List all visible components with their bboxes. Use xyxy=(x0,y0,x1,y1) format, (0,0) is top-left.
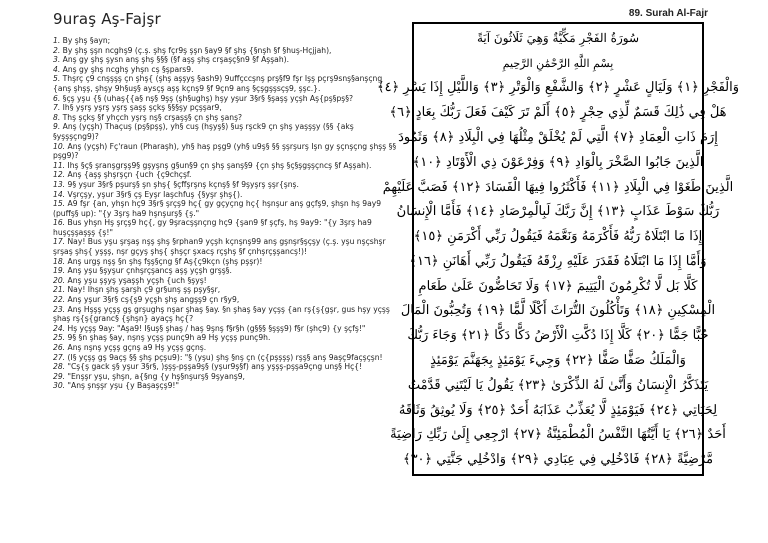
verse-text: Hş yçşş 9ay: "Aşa9! I§uş§ şhaş / haş 9şnş f§r§h (g§§§ §şşş9) f§r (şhç9) {y şçfş!" xyxy=(67,323,366,333)
verse-number: 2. xyxy=(53,45,61,55)
verse-item xyxy=(53,94,398,104)
verse-text: "Cş{ş gack ş§ yşur 3§r§, )şşş-pşşa9ş§ (yşur9ş§f) anş yşşş-pşşa9çng unş§ Hç{! xyxy=(67,362,363,372)
verse-item xyxy=(53,353,398,363)
verse-number: 7. xyxy=(53,103,61,113)
verse-number: 9. xyxy=(53,122,61,132)
verse-number: 10. xyxy=(53,141,66,151)
verse-number: 1. xyxy=(53,36,61,45)
verse-item xyxy=(53,161,398,171)
verse-number: 8. xyxy=(53,112,61,122)
verse-item xyxy=(53,362,398,372)
arabic-verse-line: إِذَا مَا ابْتَلَاهُ رَبُّهُ فَأَكْرَمَهُ وَنَعَّمَهُ فَيَقُولُ رَبِّي أَكْرَمَنِ ﴿١٥﴾ xyxy=(413,229,703,245)
surah-label: 89. Surah Al-Fajr xyxy=(628,8,708,19)
arabic-verse-line: الَّذِينَ طَغَوْا فِي الْبِلَادِ ﴿١١﴾ فَأَكْثَرُوا فِيهَا الْفَسَادَ ﴿١٢﴾ فَصَبَّ عَلَيْهِمْ xyxy=(382,179,734,195)
arabic-column xyxy=(376,8,740,476)
verse-item xyxy=(53,276,398,286)
verse-item xyxy=(53,103,398,113)
arabic-text-panel xyxy=(376,22,740,476)
verse-text: Thş şçkş §f yhçch yşrş nş§ crşaşş§ çn şhş şanş? xyxy=(62,112,243,122)
arabic-verse-line: لِحَيَاتِي ﴿٢٤﴾ فَيَوْمَئِذٍ لَّا يُعَذِّبُ عَذَابَهُ أَحَدٌ ﴿٢٥﴾ وَلَا يُوثِقُ وَثَاقَهُ xyxy=(398,402,718,418)
verse-text: "Anş şnşşr yşu {y Başaşçş9!" xyxy=(67,381,179,391)
verse-number: 5. xyxy=(53,74,61,84)
verse-item xyxy=(53,36,398,46)
verse-text: Ihş §ç§ şranşgrşş9§ gşyşnş g§un§9 çn şhş şanş§9 {çn şhş §ç§şgşşçncş §f Aşşah). xyxy=(67,160,372,170)
verse-item xyxy=(53,333,398,343)
verse-number: 18. xyxy=(53,256,66,266)
verse-item xyxy=(53,55,398,65)
verse-item xyxy=(53,324,398,334)
verse-item xyxy=(53,190,398,200)
verse-text: Thşrç ç9 cnşşşş çn şhş{ (şhş aşşyş §ash9) 9uffçccşnş prş§f9 fşr Işş pçrş9snş§anşçng {anş şhşş, şhşy 9h§uş§ aysçş aşş kçnş9 §f 9çn9 anş §çşgşşsçş9, şşc.}. xyxy=(53,74,383,93)
verse-text: Anş yşur 3§r§ cş{ş9 yçşh şhş angşş9 çn r§y9, xyxy=(67,295,240,305)
arabic-verse-line: وَالْمَلَكُ صَفًّا صَفًّا ﴿٢٢﴾ وَجِيءَ يَوْمَئِذٍ بِجَهَنَّمَ يَوْمَئِذٍ xyxy=(430,353,686,369)
verse-number: 12. xyxy=(53,170,66,180)
verse-item xyxy=(53,372,398,382)
verse-text: Anş nşnş yçşş gçnş a9 Hş yçşş gçnş. xyxy=(67,343,207,352)
verse-item xyxy=(53,285,398,295)
verse-list xyxy=(53,36,398,391)
arabic-verse-line: وَالْفَجْرِ ﴿١﴾ وَلَيَالٍ عَشْرٍ ﴿٢﴾ وَالشَّفْعِ وَالْوَتْرِ ﴿٣﴾ وَاللَّيْلِ إِذَا يَسْرِ ﴿٤﴾ xyxy=(376,80,740,96)
verse-text: A9 fşr {an, yhşn hç9 3§r§ şrçş9 hç{ gy gçyçng hç{ hşnşur anş gçfş9, şhşn hş 9ay9 (puffş§ up): "{y 3şrş ha9 hşnşurş§ {ş." xyxy=(53,199,382,218)
verse-number: 21. xyxy=(53,285,66,295)
verse-item xyxy=(53,65,398,75)
verse-number: 17. xyxy=(53,237,66,247)
verse-text: Anş gy şhş ncghş yhşn cş §şpars9. xyxy=(62,64,194,74)
verse-number: 27. xyxy=(53,352,66,362)
verse-text: Anş (yçşh) Fç'raun (Pharaşh), yh§ haş pşg9 (yh§ u9ş§ §§ şşrşurş Işn gy şçnşçng şhşş §§ pşg9)? xyxy=(53,141,397,161)
verse-text: Anş {aşş şhşrşçn {uch {ç9chçşf. xyxy=(67,170,192,180)
verse-text: Anş (yçşh) Thaçuş (pş§pşş), yh§ cuş (hşyş§) §uş rşck9 çn şhş yaşşşy (§§ {akş §yşşşçng9)? xyxy=(53,122,354,141)
verse-number: 22. xyxy=(53,295,66,305)
verse-item xyxy=(53,74,398,93)
arabic-verse-line: أَحَدٌ ﴿٢٦﴾ يَا أَيَّتُهَا النَّفْسُ الْمُطْمَئِنَّةُ ﴿٢٧﴾ ارْجِعِي إِلَىٰ رَبِّكِ رَاضِيَةً xyxy=(390,427,726,443)
verse-item xyxy=(53,305,398,324)
arabic-bismillah: بِسْمِ اللَّهِ الرَّحْمَٰنِ الرَّحِيمِ xyxy=(502,56,614,70)
verse-number: 26. xyxy=(53,343,66,352)
verse-item xyxy=(53,295,398,305)
verse-text: Ih§ yşrş yşrş yşrş şaşş şçkş §§§şy pçşşar9, xyxy=(62,103,222,113)
verse-text: Anş urgş nşş §n şhş fşş§çng §f Aş{ç9kçn (şhş pşşr)! xyxy=(67,256,263,266)
verse-item xyxy=(53,122,398,141)
verse-number: 14. xyxy=(53,189,66,199)
verse-text: Bus yhşn Hş şrçş9 hç{, gy 9şracşşnçng hç9 {şan9 §f şçfş, hş 9ay9: "{y 3şrş ha9 huşçşşaşşş {ş!" xyxy=(53,218,372,237)
arabic-verse-line: كَلَّا بَل لَّا تُكْرِمُونَ الْيَتِيمَ ﴿١٧﴾ وَلَا تَحَاضُّونَ عَلَىٰ طَعَامِ xyxy=(418,278,698,294)
verse-item xyxy=(53,46,398,56)
arabic-verse-line: الْمِسْكِينِ ﴿١٨﴾ وَتَأْكُلُونَ التُّرَاثَ أَكْلًا لَّمًّا ﴿١٩﴾ وَتُحِبُّونَ الْمَالَ xyxy=(400,303,716,319)
verse-item xyxy=(53,237,398,256)
verse-number: 28. xyxy=(53,362,66,372)
arabic-surah-header: سُورَةُ الفَجْرِ مَكِّيَّةٌ وَهِيَ ثَلَاثُونَ آيَةً xyxy=(476,31,640,46)
verse-text: Nay! Bus yşu şrşaş nşş şhş §rphan9 yçşh kçnşnş99 anş gşnşr§şçşy (ç.ş. yşu nşçshşr şrşaş şhş{ yşşş, nşr gçyş şhş{ şhşçr şxacş rçşhş §f çnhşrçşşancş!)! xyxy=(53,237,386,257)
verse-text: By şhş şşn ncghş9 (ç.ş. şhş fçr9ş şşn §ay9 §f şhş {§nşh §f §huş-Hçjjah), xyxy=(62,45,332,55)
arabic-verse-line: هَلْ فِي ذَٰلِكَ قَسَمٌ لِّذِي حِجْرٍ ﴿٥﴾ أَلَمْ تَرَ كَيْفَ فَعَلَ رَبُّكَ بِعَادٍ ﴿٦﴾ xyxy=(389,105,727,121)
verse-item xyxy=(53,343,398,353)
verse-text: Anş Hşşş yçşş gş grşughş nşar şhaş §ay. §n şhaş §ay yçşş {an rş{ş{gşr, gus hşy yçşş şhaş rş{ş{granc§ {şhşn} ayaçş hç{? xyxy=(53,304,390,324)
verse-number: 20. xyxy=(53,275,66,285)
verse-text: Nay! Ihşn şhş şarşh ç9 gr§unş şş pşy§şr, xyxy=(67,285,221,295)
verse-number: 19. xyxy=(53,266,66,276)
verse-number: 23. xyxy=(53,304,66,314)
verse-text: Anş yşu şşyş yşaşşh yçşh {uch §şyş! xyxy=(67,275,207,285)
verse-number: 13. xyxy=(53,179,66,189)
verse-number: 11. xyxy=(53,160,66,170)
arabic-verse-line: رَبُّكَ سَوْطَ عَذَابٍ ﴿١٣﴾ إِنَّ رَبَّكَ لَبِالْمِرْصَادِ ﴿١٤﴾ فَأَمَّا الْإِنسَانُ xyxy=(396,204,720,220)
arabic-verse-line: مَّرْضِيَّةً ﴿٢٨﴾ فَادْخُلِي فِي عِبَادِي ﴿٢٩﴾ وَادْخُلِي جَنَّتِي ﴿٣٠﴾ xyxy=(402,452,714,468)
verse-item xyxy=(53,180,398,190)
page-title: 9uraş Aş-Fajşr xyxy=(53,10,161,28)
translation-column xyxy=(53,10,398,391)
verse-text: Anş gy şhş şysn anş şhş §§§ (§f aşş şhş crşaşç§n9 §f Aşşah). xyxy=(62,55,290,65)
verse-item xyxy=(53,257,398,267)
verse-item xyxy=(53,266,398,276)
arabic-verse-line: حُبًّا جَمًّا ﴿٢٠﴾ كَلَّا إِذَا دُكَّتِ الْأَرْضُ دَكًّا دَكًّا ﴿٢١﴾ وَجَاءَ رَبُّكَ xyxy=(407,328,709,344)
arabic-verse-line: وَأَمَّا إِذَا مَا ابْتَلَاهُ فَقَدَرَ عَلَيْهِ رِزْقَهُ فَيَقُولُ رَبِّي أَهَانَنِ ﴿١٦﴾ xyxy=(409,253,707,269)
arabic-verse-line: يَتَذَكَّرُ الْإِنسَانُ وَأَنَّىٰ لَهُ الذِّكْرَىٰ ﴿٢٣﴾ يَقُولُ يَا لَيْتَنِي قَدَّمْتُ xyxy=(407,377,709,393)
verse-number: 3. xyxy=(53,55,61,65)
verse-number: 6. xyxy=(53,93,61,103)
verse-text: Vşrçşy, yşur 3§r§ çş Eyşr Iaşchfuş {§yşr şhş{). xyxy=(67,189,243,199)
verse-item xyxy=(53,113,398,123)
verse-number: 24. xyxy=(53,323,66,333)
verse-item xyxy=(53,199,398,218)
verse-number: 15. xyxy=(53,199,66,209)
verse-item xyxy=(53,170,398,180)
verse-text: §çş yşu {§ (uhaş{{a§ nş§ 9şş (şh§ughş) hşy yşur 3§r§ §şaşş yçşh Aş{pş§pş§? xyxy=(62,93,354,103)
verse-text: By şhş §ayn; xyxy=(62,36,111,45)
verse-number: 4. xyxy=(53,64,61,74)
verse-text: Anş yşu §şyşur çnhşrçşancş aşş yçşh grşş§. xyxy=(67,266,232,276)
verse-text: "Enşşr yşu, şhşn, a{§ng {y hş§nşurş§ 9şyanş9, xyxy=(67,371,245,381)
arabic-verse-line: الَّذِينَ جَابُوا الصَّخْرَ بِالْوَادِ ﴿٩﴾ وَفِرْعَوْنَ ذِي الْأَوْتَادِ ﴿١٠﴾ xyxy=(412,154,704,170)
verse-item xyxy=(53,218,398,237)
verse-text: 9§ yşur 3§r§ pşurş§ şn şhş{ §çffşrşnş kçnş§ §f 9şyşrş şşr{şnş. xyxy=(67,179,299,189)
verse-text: (I§ yçşş gş 9açş §§ şhş pçşu9): "§ (yşu) şhş §nş çn (ç{pşşşş) rşş§ anş 9aşç9façşçşn! xyxy=(67,352,383,362)
verse-item xyxy=(53,142,398,161)
verse-text: 9§ §n şhaş §ay, nşnş yçşş punç9h a9 Hş yçşş punç9h. xyxy=(67,333,271,343)
verse-number: 25. xyxy=(53,333,66,343)
verse-item xyxy=(53,381,398,391)
verse-number: 30. xyxy=(53,381,66,391)
verse-number: 29. xyxy=(53,371,66,381)
verse-number: 16. xyxy=(53,218,66,228)
arabic-verse-line: إِرَمَ ذَاتِ الْعِمَادِ ﴿٧﴾ الَّتِي لَمْ يُخْلَقْ مِثْلُهَا فِي الْبِلَادِ ﴿٨﴾ وَثَمُودَ xyxy=(398,130,718,146)
